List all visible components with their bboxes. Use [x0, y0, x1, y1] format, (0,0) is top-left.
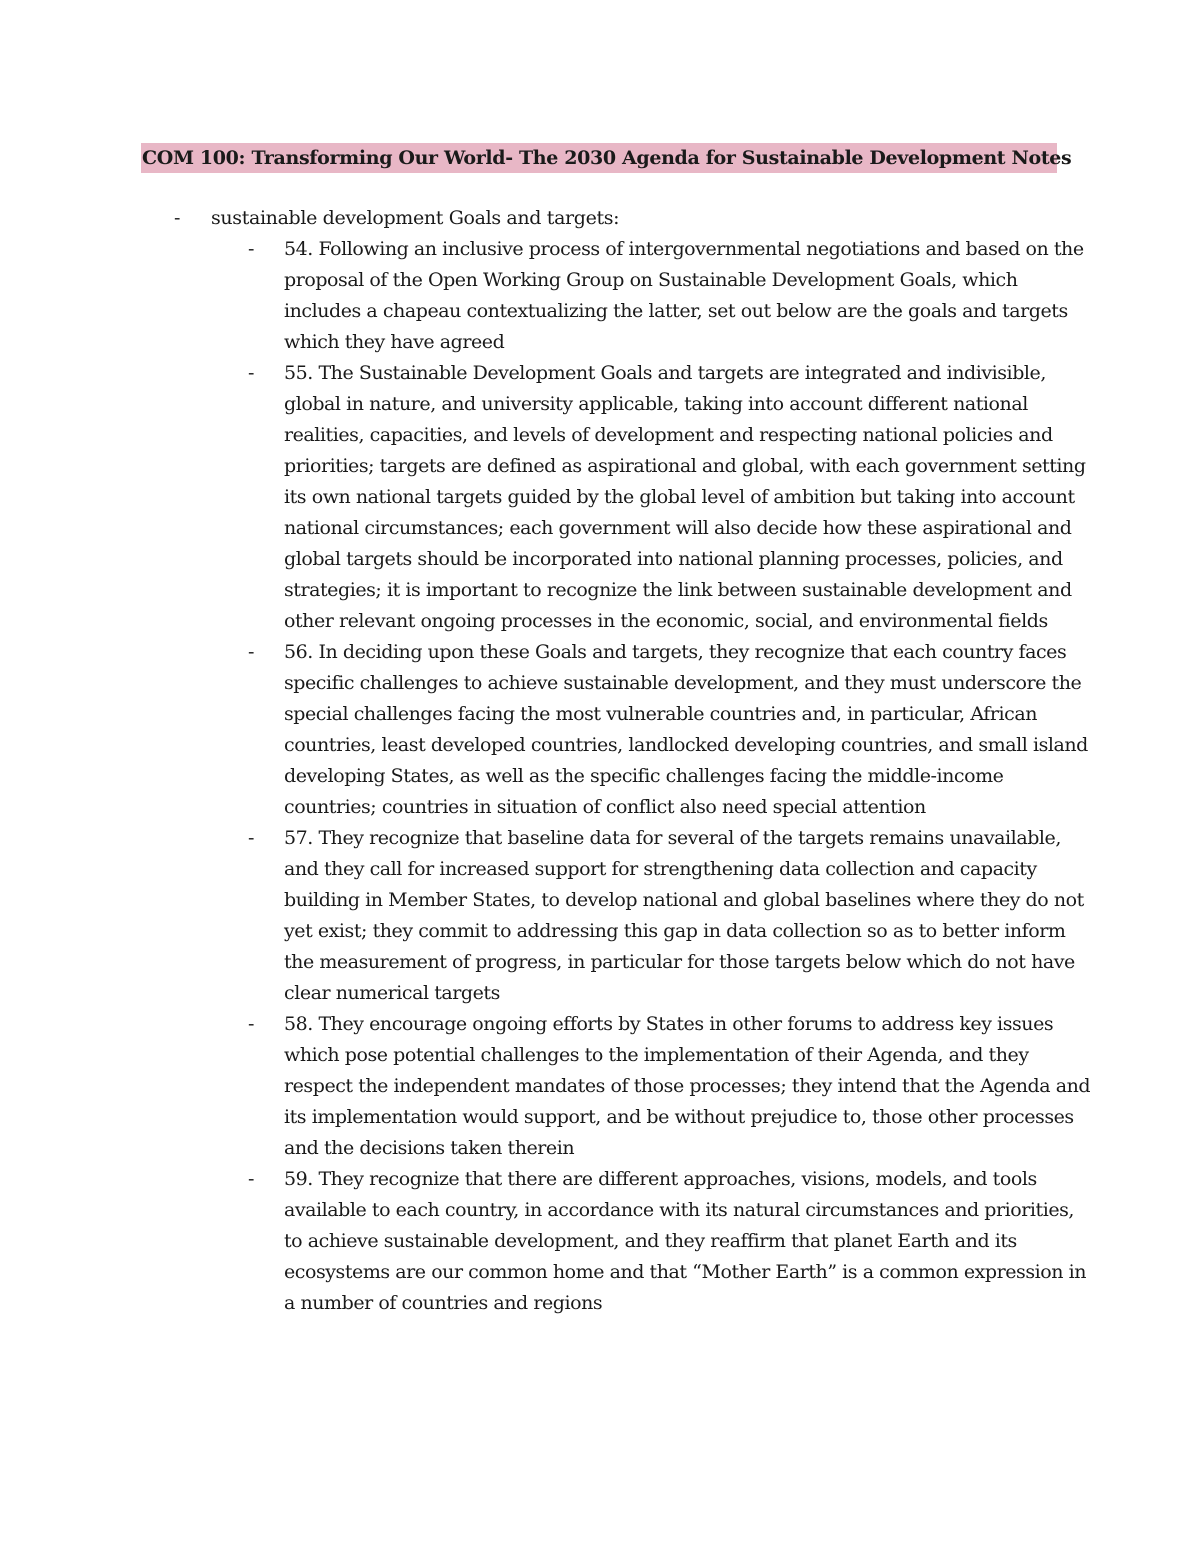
section-heading: sustainable development Goals and targets:: [211, 207, 620, 229]
paragraph-58: 58. They encourage ongoing efforts by States in other forums to address key issues which pose potential challenges to the implementation of their Agenda, and they respect the independent mandates of those processes; they intend that the Agenda and its implementation would support, and be without prejudice to, those other processes and the decisions taken therein: [284, 1013, 1091, 1159]
dash-bullet-icon: -: [174, 207, 181, 229]
dash-bullet-icon: -: [248, 238, 254, 260]
dash-bullet-icon: -: [248, 1168, 254, 1190]
list-item: [248, 234, 1094, 358]
dash-bullet-icon: -: [248, 827, 254, 849]
list-item: [248, 1009, 1094, 1164]
sub-list: [211, 234, 1091, 1319]
dash-bullet-icon: -: [248, 641, 254, 663]
paragraph-57: 57. They recognize that baseline data for several of the targets remains unavailable, and they call for increased support for strengthening data collection and capacity building in Member States, to develop national and global baselines where they do not yet exist; they commit to addressing this gap in data collection so as to better inform the measurement of progress, in particular for those targets below which do not have clear numerical targets: [284, 827, 1084, 1004]
paragraph-54: 54. Following an inclusive process of intergovernmental negotiations and based on the proposal of the Open Working Group on Sustainable Development Goals, which includes a chapeau contextualizing the latter, set out below are the goals and targets which they have agreed: [284, 238, 1084, 353]
list-item: [248, 823, 1094, 1009]
list-item: [248, 637, 1094, 823]
list-item: [248, 358, 1094, 637]
dash-bullet-icon: -: [248, 1013, 254, 1035]
paragraph-55: 55. The Sustainable Development Goals and targets are integrated and indivisible, global in nature, and university applicable, taking into account different national realities, capacities, and levels of development and respecting national policies and priorities; targets are defined as aspirational and global, with each government setting its own national targets guided by the global level of ambition but taking into account national circumstances; each government will also decide how these aspirational and global targets should be incorporated into national planning processes, policies, and strategies; it is important to recognize the link between sustainable development and other relevant ongoing processes in the economic, social, and environmental fields: [284, 362, 1086, 632]
notes-list: [174, 203, 1091, 1319]
paragraph-59: 59. They recognize that there are different approaches, visions, models, and tools available to each country, in accordance with its natural circumstances and priorities, to achieve sustainable development, and they reaffirm that planet Earth and its ecosystems are our common home and that “Mother Earth” is a common expression in a number of countries and regions: [284, 1168, 1087, 1314]
paragraph-56: 56. In deciding upon these Goals and targets, they recognize that each country faces specific challenges to achieve sustainable development, and they must underscore the special challenges facing the most vulnerable countries and, in particular, African countries, least developed countries, landlocked developing countries, and small island developing States, as well as the specific challenges facing the middle-income countries; countries in situation of conflict also need special attention: [284, 641, 1088, 818]
document-title: COM 100: Transforming Our World- The 2030 Agenda for Sustainable Development Notes: [141, 143, 1057, 173]
dash-bullet-icon: -: [248, 362, 254, 384]
section-item: [174, 203, 1091, 1319]
list-item: [248, 1164, 1094, 1319]
